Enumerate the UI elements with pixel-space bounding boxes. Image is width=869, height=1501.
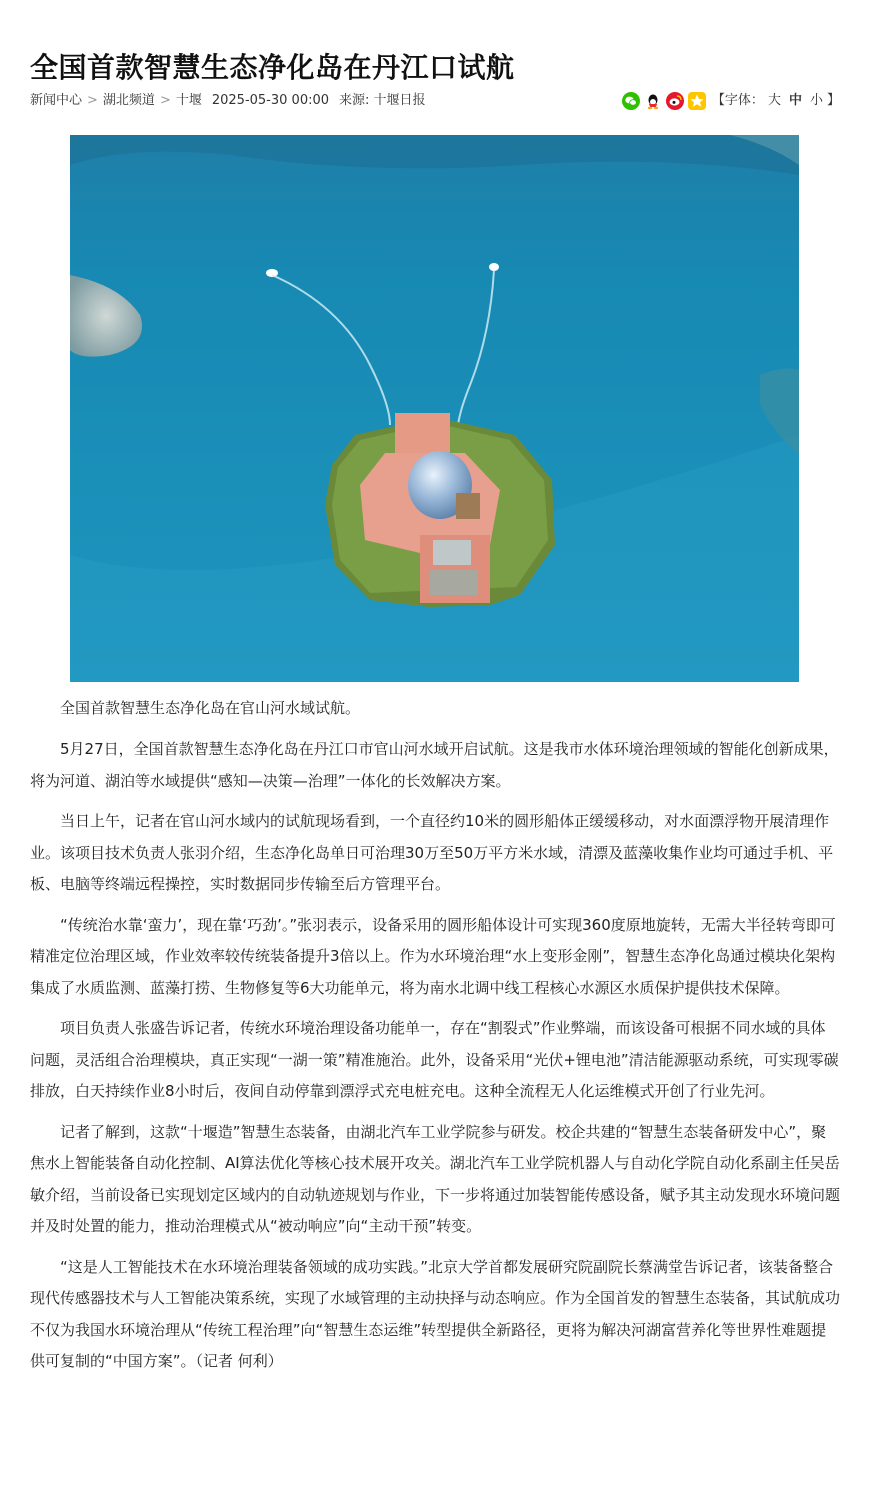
qzone-icon[interactable] [688, 92, 706, 110]
article-paragraph: “传统治水靠‘蛮力’，现在靠‘巧劲’。”张羽表示，设备采用的圆形船体设计可实现360度原地旋转，无需大半径转弯即可精准定位治理区域，作业效率较传统装备提升3倍以上。作为水环境治理“水上变形金刚”，智慧生态净化岛通过模块化架构集成了水质监测、蓝藻打捞、生物修复等6大功能单元，将为南水北调中线工程核心水源区水质保护提供技术保障。 [30, 915, 836, 997]
page-title: 全国首款智慧生态净化岛在丹江口试航 [30, 50, 515, 84]
font-size-control [712, 90, 840, 112]
breadcrumb-separator: > [87, 93, 98, 108]
article-body [30, 690, 840, 1387]
weibo-icon[interactable] [666, 92, 684, 110]
article-paragraph: “这是人工智能技术在水环境治理装备领域的成功实践。”北京大学首都发展研究院副院长蔡满堂告诉记者，该装备整合现代传感器技术与人工智能决策系统，实现了水域管理的主动抉择与动态响应。作为全国首发的智慧生态装备，其试航成功不仅为我国水环境治理从“传统工程治理”向“智慧生态运维”转型提供全新路径，更将为解决河湖富营养化等世界性难题提供可复制的“中国方案”。（记者 何利） [30, 1257, 841, 1370]
breadcrumb-item-shiyan[interactable]: 十堰 [175, 93, 202, 108]
article-tools [622, 90, 840, 112]
photo-caption: 全国首款智慧生态净化岛在官山河水域试航。 [60, 699, 361, 717]
article-photo [70, 135, 799, 682]
font-size-label: 【字体： [711, 93, 764, 108]
breadcrumb-item-hubei-channel[interactable]: 湖北频道 [102, 93, 155, 108]
breadcrumb-separator: > [159, 93, 171, 108]
publish-date: 2025-05-30 00:00 [211, 93, 330, 108]
font-size-small-button[interactable]: 小 [809, 93, 823, 108]
article-paragraph: 记者了解到，这款“十堰造”智慧生态装备，由湖北汽车工业学院参与研发。校企共建的“智慧生态装备研发中心”，聚焦水上智能装备自动化控制、AI算法优化等核心技术展开攻关。湖北汽车工业学院机器人与自动化学院自动化系副主任吴岳敏介绍，当前设备已实现划定区域内的自动轨迹规划与作业，下一步将通过加装智能传感设备，赋予其主动发现水环境问题并及时处置的能力，推动治理模式从“被动响应”向“主动干预”转变。 [30, 1122, 841, 1235]
font-size-large-button[interactable]: 大 [767, 93, 781, 108]
qq-icon[interactable] [644, 92, 662, 110]
article-meta [30, 90, 840, 112]
article-paragraph: 当日上午，记者在官山河水域内的试航现场看到，一个直径约10米的圆形船体正缓缓移动，对水面漂浮物开展清理作业。该项目技术负责人张羽介绍，生态净化岛单日可治理30万至50万平方米水域，清漂及蓝藻收集作业均可通过手机、平板、电脑等终端远程操控，实时数据同步传输至后方管理平台。 [30, 812, 834, 893]
article-paragraph: 项目负责人张盛告诉记者，传统水环境治理设备功能单一，存在“割裂式”作业弊端，而该设备可根据不同水域的具体问题，灵活组合治理模块，真正实现“一湖一策”精准施治。此外，设备采用“光伏+锂电池”清洁能源驱动系统，可实现零碳排放，白天持续作业8小时后，夜间自动停靠到漂浮式充电桩充电。这种全流程无人化运维模式开创了行业先河。 [30, 1019, 839, 1100]
breadcrumb [30, 90, 426, 112]
font-size-bracket: 】 [826, 93, 840, 108]
wechat-icon[interactable] [622, 92, 640, 110]
article-paragraph: 5月27日，全国首款智慧生态净化岛在丹江口市官山河水域开启试航。这是我市水体环境治理领域的智能化创新成果，将为河道、湖泊等水域提供“感知—决策—治理”一体化的长效解决方案。 [30, 740, 839, 790]
breadcrumb-item-news-center[interactable]: 新闻中心 [30, 93, 83, 108]
font-size-medium-button[interactable]: 中 [788, 93, 802, 108]
article-source: 来源: 十堰日报 [339, 93, 426, 108]
